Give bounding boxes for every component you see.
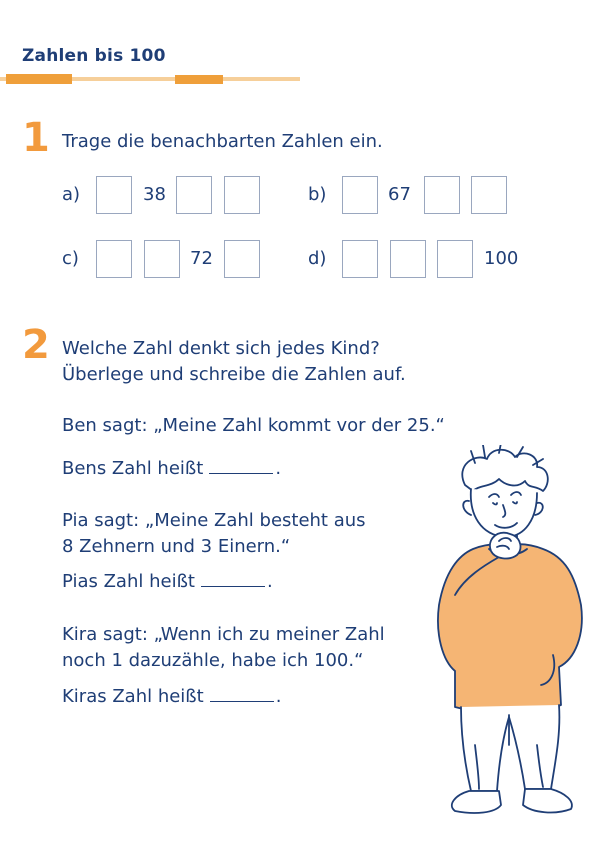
task-a-given: 38 [143,184,166,205]
thinking-boy-illustration [425,445,595,820]
pia-answer-label: Pias Zahl heißt [62,571,195,592]
exercise-1-number: 1 [22,115,50,161]
kira-answer-label: Kiras Zahl heißt [62,686,204,707]
pia-answer-period: . [266,571,273,592]
task-c-box-2[interactable] [144,240,180,278]
ben-answer-row [62,457,281,480]
task-b-box-1[interactable] [342,176,378,214]
pia-answer-row [62,570,273,593]
task-d-box-3[interactable] [437,240,473,278]
task-a-box-2[interactable] [176,176,212,214]
pia-statement-1: Pia sagt: „Meine Zahl besteht aus [62,510,366,531]
task-a-box-3[interactable] [224,176,260,214]
task-b-given: 67 [388,184,411,205]
exercise-2-instruction-2: Überlege und schreibe die Zahlen auf. [62,364,406,385]
task-a-box-1[interactable] [96,176,132,214]
ben-statement: Ben sagt: „Meine Zahl kommt vor der 25.“ [62,415,445,436]
task-d-box-1[interactable] [342,240,378,278]
exercise-1-instruction: Trage die benachbarten Zahlen ein. [62,131,383,152]
task-c-given: 72 [190,248,213,269]
task-b-label: b) [308,184,327,205]
pia-statement-2: 8 Zehnern und 3 Einern.“ [62,536,291,557]
task-c-box-1[interactable] [96,240,132,278]
ben-answer-period: . [275,458,282,479]
kira-answer-blank[interactable] [210,685,274,702]
task-b-box-3[interactable] [471,176,507,214]
ben-answer-label: Bens Zahl heißt [62,458,204,479]
kira-answer-row [62,685,281,708]
task-a-label: a) [62,184,81,205]
pia-answer-blank[interactable] [201,570,265,587]
task-d-box-2[interactable] [390,240,426,278]
title-underline [0,71,300,85]
page-title: Zahlen bis 100 [22,46,166,66]
exercise-2-instruction-1: Welche Zahl denkt sich jedes Kind? [62,338,380,359]
task-b-box-2[interactable] [424,176,460,214]
kira-statement-2: noch 1 dazuzähle, habe ich 100.“ [62,650,364,671]
kira-statement-1: Kira sagt: „Wenn ich zu meiner Zahl [62,624,385,645]
task-c-box-3[interactable] [224,240,260,278]
task-d-given: 100 [484,248,519,269]
exercise-2-number: 2 [22,322,50,368]
ben-answer-blank[interactable] [209,457,273,474]
task-c-label: c) [62,248,79,269]
kira-answer-period: . [275,686,282,707]
task-d-label: d) [308,248,327,269]
